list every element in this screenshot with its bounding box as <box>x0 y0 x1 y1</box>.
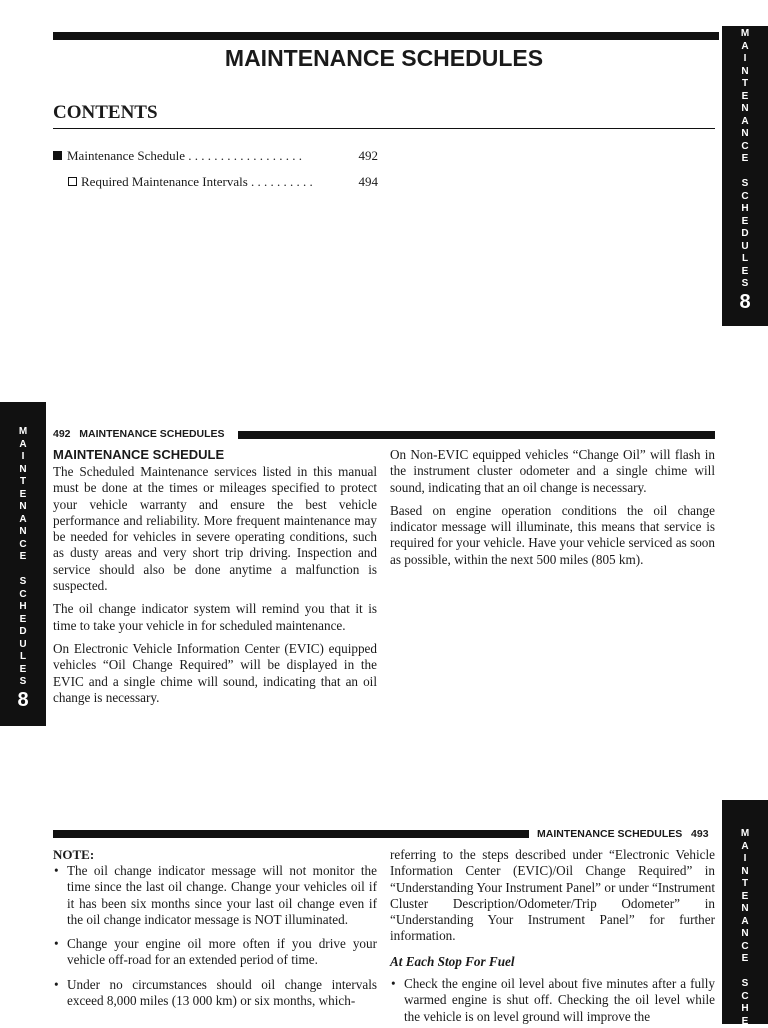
tab-letter: E <box>722 266 768 279</box>
tab-letter: C <box>0 589 46 602</box>
tab-letter: N <box>722 866 768 879</box>
toc-item-required-intervals[interactable] <box>68 174 378 190</box>
tab-letter: A <box>722 841 768 854</box>
tab-letter: M <box>722 828 768 841</box>
page1-top-rule <box>53 32 719 40</box>
tab-letter: C <box>722 191 768 204</box>
tab-letter: N <box>722 928 768 941</box>
paragraph: referring to the steps described under “Electronic Vehicle Information Center (EVIC)/Oil Change Required” in “Understanding Your Instrument Panel” or under “Instrument Cluster Description/Odometer/Trip Odometer” in “Understanding Your Instrument Panel” for further information. <box>390 847 715 945</box>
contents-rule <box>53 128 715 129</box>
tab-letter: E <box>0 551 46 564</box>
tab-letter: D <box>0 626 46 639</box>
page2-header <box>53 428 225 441</box>
toc-item-maintenance-schedule[interactable] <box>53 148 378 164</box>
toc-label: Maintenance Schedule <box>67 148 185 163</box>
tab-letter: D <box>722 228 768 241</box>
toc-page: 492 <box>359 148 379 164</box>
tab-letter: E <box>0 489 46 502</box>
tab-letter: M <box>722 28 768 41</box>
page1-section-tab <box>722 26 768 326</box>
tab-letter: S <box>722 278 768 291</box>
tab-letter: A <box>722 916 768 929</box>
tab-letter: H <box>722 1003 768 1016</box>
tab-letter: E <box>722 891 768 904</box>
tab-letter: E <box>722 216 768 229</box>
tab-letter: T <box>722 878 768 891</box>
note-label: NOTE: <box>53 847 377 863</box>
tab-letter: S <box>722 178 768 191</box>
tab-letter: M <box>0 426 46 439</box>
toc-page: 494 <box>359 174 379 190</box>
tab-letter: S <box>722 978 768 991</box>
tab-letter: T <box>722 78 768 91</box>
tab-letter: A <box>0 514 46 527</box>
bullet-item: • Under no circumstances should oil change intervals exceed 8,000 miles (13 000 km) or six months, which- <box>53 977 377 1010</box>
page2-header-title: MAINTENANCE SCHEDULES <box>79 428 224 440</box>
tab-letter: C <box>722 141 768 154</box>
tab-letter: I <box>722 53 768 66</box>
page3-page-number: 493 <box>691 828 709 840</box>
tab-letter <box>722 966 768 979</box>
page3-section-tab <box>722 800 768 1024</box>
tab-letter: L <box>722 253 768 266</box>
tab-letter: S <box>0 576 46 589</box>
tab-chapter-number: 8 <box>722 292 768 312</box>
page3-header-title: MAINTENANCE SCHEDULES <box>537 828 682 840</box>
tab-letter: U <box>722 241 768 254</box>
tab-letter: I <box>722 853 768 866</box>
page3-header-rule <box>53 830 529 838</box>
tab-letter: A <box>0 439 46 452</box>
bullet-item: • The oil change indicator message will not monitor the time since the last oil change. Change your vehicles oil if it has been six months since your last oil change even if the oil change indicator message is NOT illuminated. <box>53 863 377 928</box>
filled-square-icon <box>53 151 62 160</box>
paragraph: Based on engine operation conditions the oil change indicator message will illuminate, this means that service is required for your vehicle. Have your vehicle serviced as soon as possible, within the next 500 miles (805 km). <box>390 503 715 568</box>
tab-letter: A <box>722 116 768 129</box>
page3-left-column <box>53 847 377 1009</box>
tab-letter: E <box>0 614 46 627</box>
tab-letter: N <box>722 903 768 916</box>
tab-letter: N <box>722 66 768 79</box>
tab-letter: E <box>722 153 768 166</box>
tab-letter: C <box>0 539 46 552</box>
tab-letter <box>722 166 768 179</box>
page2-header-rule <box>238 431 715 439</box>
paragraph: On Electronic Vehicle Information Center (EVIC) equipped vehicles “Oil Change Required” will be displayed in the EVIC and a single chime will sound, indicating that an oil change is necessary. <box>53 641 377 706</box>
page1-title: MAINTENANCE SCHEDULES <box>53 44 715 72</box>
tab-letter: N <box>0 526 46 539</box>
section-title: MAINTENANCE SCHEDULE <box>53 447 377 462</box>
toc-label: Required Maintenance Intervals <box>81 174 248 189</box>
tab-letter: N <box>722 128 768 141</box>
bullet-item: • Change your engine oil more often if you drive your vehicle off-road for an extended period of time. <box>53 936 377 969</box>
tab-letter: E <box>722 91 768 104</box>
tab-letter <box>0 564 46 577</box>
tab-letter: T <box>0 476 46 489</box>
tab-chapter-number: 8 <box>0 690 46 710</box>
tab-letter: N <box>722 103 768 116</box>
tab-letter: E <box>0 664 46 677</box>
page2-right-column <box>390 447 715 568</box>
tab-letter: I <box>0 451 46 464</box>
hollow-square-icon <box>68 177 77 186</box>
tab-letter: A <box>722 41 768 54</box>
subheading: At Each Stop For Fuel <box>390 954 715 970</box>
tab-letter: E <box>722 1016 768 1028</box>
page3-header <box>537 828 709 841</box>
page3-right-column <box>390 847 715 1025</box>
tab-letter: H <box>722 203 768 216</box>
contents-heading: CONTENTS <box>53 101 158 125</box>
tab-letter: L <box>0 651 46 664</box>
tab-letter: E <box>722 953 768 966</box>
paragraph: The oil change indicator system will remind you that it is time to take your vehicle in for scheduled maintenance. <box>53 601 377 634</box>
paragraph: On Non-EVIC equipped vehicles “Change Oil” will flash in the instrument cluster odometer and a single chime will sound, indicating that an oil change is necessary. <box>390 447 715 496</box>
toc-leader: . . . . . . . . . . <box>248 174 313 189</box>
tab-letter: S <box>0 676 46 689</box>
tab-letter: H <box>0 601 46 614</box>
tab-letter: N <box>0 464 46 477</box>
tab-letter: C <box>722 991 768 1004</box>
tab-letter: U <box>0 639 46 652</box>
paragraph: The Scheduled Maintenance services listed in this manual must be done at the times or mileages specified to protect your vehicle warranty and ensure the best vehicle performance and reliability. More frequent maintenance may be needed for vehicles in severe operating conditions, such as dusty areas and very short trip driving. Inspection and service should also be done anytime a malfunction is suspected. <box>53 464 377 594</box>
bullet-item: • Check the engine oil level about five minutes after a fully warmed engine is shut off. Checking the oil level while the vehicle is on level ground will improve the <box>390 976 715 1025</box>
page2-left-column <box>53 447 377 706</box>
tab-letter: N <box>0 501 46 514</box>
page2-page-number: 492 <box>53 428 71 440</box>
toc-leader: . . . . . . . . . . . . . . . . . . <box>185 148 302 163</box>
tab-letter: C <box>722 941 768 954</box>
page2-section-tab <box>0 402 46 726</box>
